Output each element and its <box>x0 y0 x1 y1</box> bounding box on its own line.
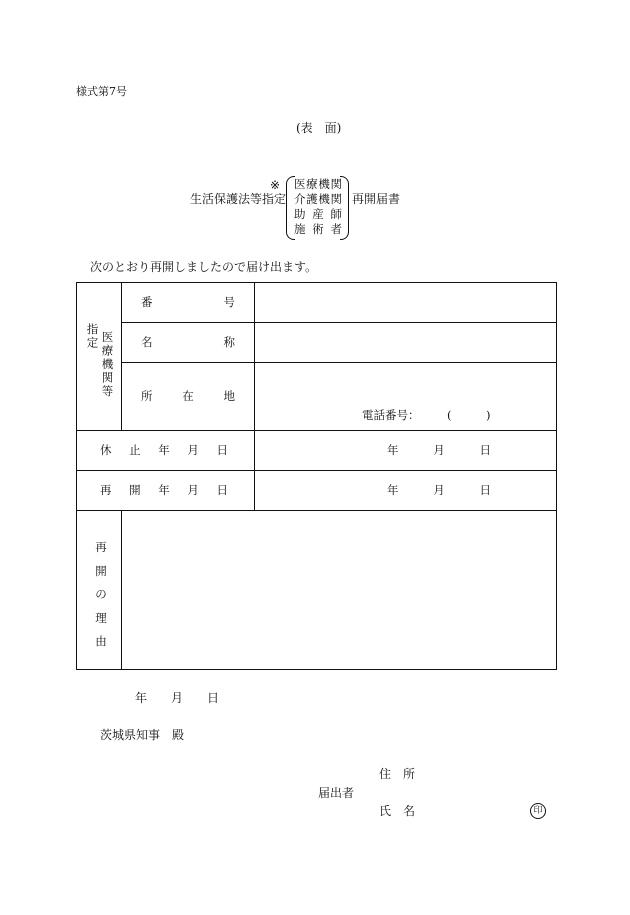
address-label: 所 在 地 <box>141 389 235 403</box>
form-number: 様式第7号 <box>76 85 127 98</box>
col-divider <box>121 283 122 430</box>
group-label-institution: 医療機関等 <box>100 331 115 399</box>
resume-date-label: 再 開 年 月 日 <box>100 483 228 497</box>
col-divider <box>121 510 122 669</box>
intro-text: 次のとおり再開しましたので届け出ます。 <box>90 260 318 274</box>
title-suffix: 再開届書 <box>352 192 401 206</box>
row-divider <box>121 322 557 323</box>
filer-name-label: 氏 名 <box>379 804 416 818</box>
option-midwife: 助 産 師 <box>294 207 342 221</box>
option-practitioner: 施 術 者 <box>294 222 342 236</box>
filer-address-label: 住 所 <box>379 767 416 781</box>
col-divider <box>254 283 255 510</box>
row-divider <box>77 430 557 431</box>
phone-label: 電話番号： <box>362 408 420 422</box>
row-divider <box>121 362 557 363</box>
option-medical-institution: 医療機関 <box>294 177 342 191</box>
row-divider <box>77 510 557 511</box>
title-prefix: 生活保護法等指定 <box>190 192 287 206</box>
resume-date-value: 年 月 日 <box>387 483 491 497</box>
institution-options <box>294 177 342 237</box>
group-label-designated: 指定 <box>85 323 100 350</box>
addressee: 茨城県知事 殿 <box>100 728 185 742</box>
row-divider <box>77 470 557 471</box>
right-brace <box>340 176 349 240</box>
phone-parens: ( ) <box>447 408 491 422</box>
option-care-institution: 介護機関 <box>294 192 342 206</box>
suspend-date-label: 休 止 年 月 日 <box>100 443 228 457</box>
reason-label: 再 開 の 理 由 <box>95 540 107 648</box>
name-label: 名 称 <box>141 335 235 349</box>
suspend-date-value: 年 月 日 <box>387 443 491 457</box>
notification-table <box>76 282 557 670</box>
filer-label: 届出者 <box>318 786 355 800</box>
side-label: (表 面) <box>296 121 342 135</box>
number-label: 番 号 <box>141 295 235 309</box>
filing-date: 年 月 日 <box>135 691 220 705</box>
seal-mark: 印 <box>530 803 546 819</box>
title-mark: ※ <box>270 178 281 192</box>
